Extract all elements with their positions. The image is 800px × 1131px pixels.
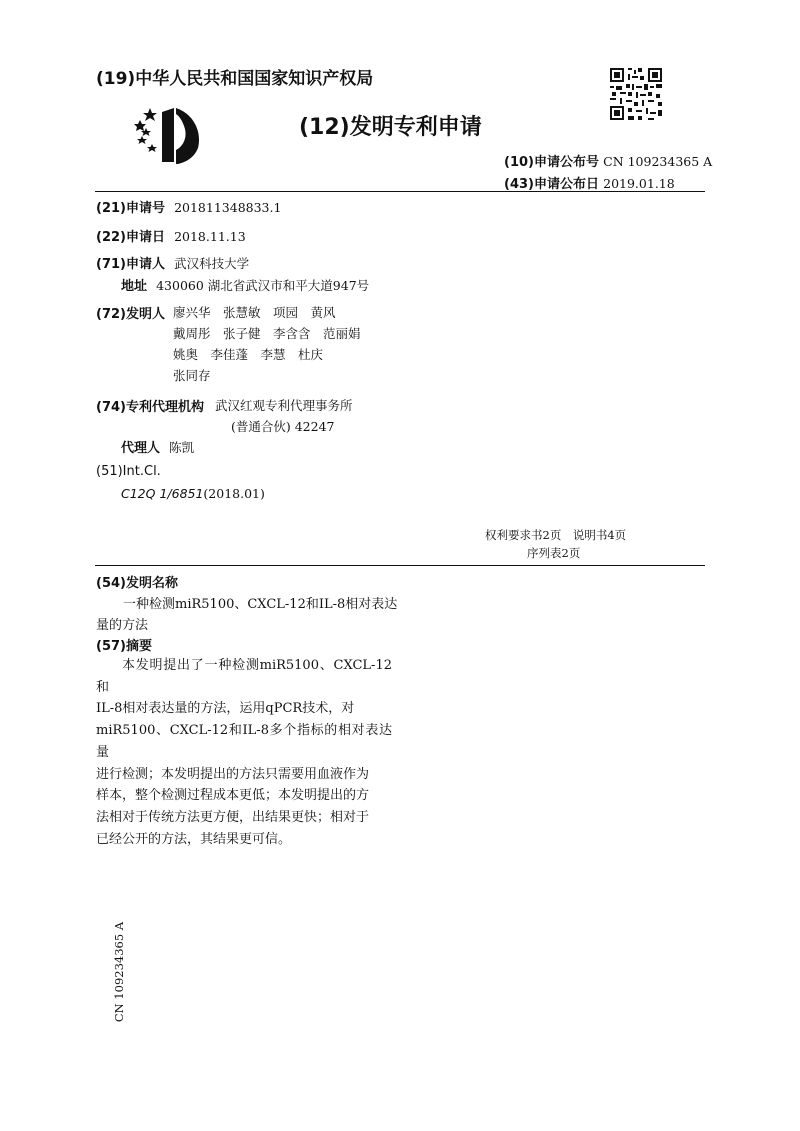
agent-row <box>121 437 194 456</box>
publication-number: CN 109234365 A <box>603 154 713 169</box>
abstract-body <box>96 655 392 850</box>
cnipa-emblem-icon <box>128 104 208 168</box>
side-publication-number: CN 109234365 A <box>112 921 126 1023</box>
page-counts-line1: 权利要求书2页 说明书4页 <box>485 528 627 542</box>
address-row <box>121 275 369 294</box>
section-divider <box>95 565 705 566</box>
invention-title-label: (54)发明名称 <box>96 576 178 591</box>
publication-date-row <box>504 173 675 192</box>
page-counts-line2: 序列表2页 <box>527 546 581 560</box>
abstract-label: (57)摘要 <box>96 639 152 654</box>
publication-date: 2019.01.18 <box>603 176 675 191</box>
agent: 陈凯 <box>169 440 195 455</box>
invention-title-line: 量的方法 <box>96 618 149 633</box>
publication-number-label: (10)申请公布号 <box>504 155 599 170</box>
filing-date-row <box>96 226 246 245</box>
applicant-label: (71)申请人 <box>96 257 165 272</box>
abstract-line: 法相对于传统方法更方便，出结果更快；相对于 <box>96 809 370 825</box>
address-label: 地址 <box>121 279 148 294</box>
document-type-title: (12)发明专利申请 <box>299 115 482 140</box>
abstract-line: 样本，整个检测过程成本更低；本发明提出的方 <box>96 788 370 804</box>
address: 430060 湖北省武汉市和平大道947号 <box>156 278 370 293</box>
application-number-label: (21)申请号 <box>96 201 165 216</box>
inventors-line: 廖兴华 张慧敏 项园 黄风 <box>173 305 336 320</box>
abstract-line: IL-8相对表达量的方法，运用qPCR技术，对 <box>96 701 355 717</box>
qr-code-icon <box>610 68 662 120</box>
application-number-row <box>96 197 281 216</box>
publication-date-label: (43)申请公布日 <box>504 177 599 192</box>
publication-number-row <box>504 151 712 170</box>
issuing-office: (19)中华人民共和国国家知识产权局 <box>96 69 374 89</box>
filing-date: 2018.11.13 <box>174 229 246 244</box>
applicant: 武汉科技大学 <box>174 256 250 271</box>
filing-date-label: (22)申请日 <box>96 230 165 245</box>
intcl-row <box>121 486 265 501</box>
abstract-line: 本发明提出了一种检测miR5100、CXCL-12和 <box>96 658 392 695</box>
invention-title-line: 一种检测miR5100、CXCL-12和IL-8相对表达 <box>123 597 398 612</box>
header-divider <box>95 191 705 192</box>
intcl-label: (51)Int.Cl. <box>96 464 161 479</box>
abstract-line: miR5100、CXCL-12和IL-8多个指标的相对表达量 <box>96 723 392 760</box>
agency-name: 武汉红观专利代理事务所 <box>215 398 353 413</box>
intcl-year: (2018.01) <box>203 486 265 501</box>
inventors-line: 戴周彤 张子健 李含含 范丽娟 <box>173 326 361 341</box>
inventors-line: 张同存 <box>173 368 211 383</box>
agency-label: (74)专利代理机构 <box>96 400 204 415</box>
intcl-code: C12Q 1/6851 <box>121 486 204 501</box>
applicant-row <box>96 253 249 272</box>
abstract-line: 已经公开的方法，其结果更可信。 <box>96 831 292 847</box>
agent-label: 代理人 <box>121 441 161 456</box>
inventors-label: (72)发明人 <box>96 307 165 322</box>
agency-code: (普通合伙) 42247 <box>231 419 335 434</box>
application-number: 201811348833.1 <box>174 200 282 215</box>
abstract-line: 进行检测；本发明提出的方法只需要用血液作为 <box>96 766 370 782</box>
inventors-line: 姚奥 李佳蓬 李慧 杜庆 <box>173 347 324 362</box>
